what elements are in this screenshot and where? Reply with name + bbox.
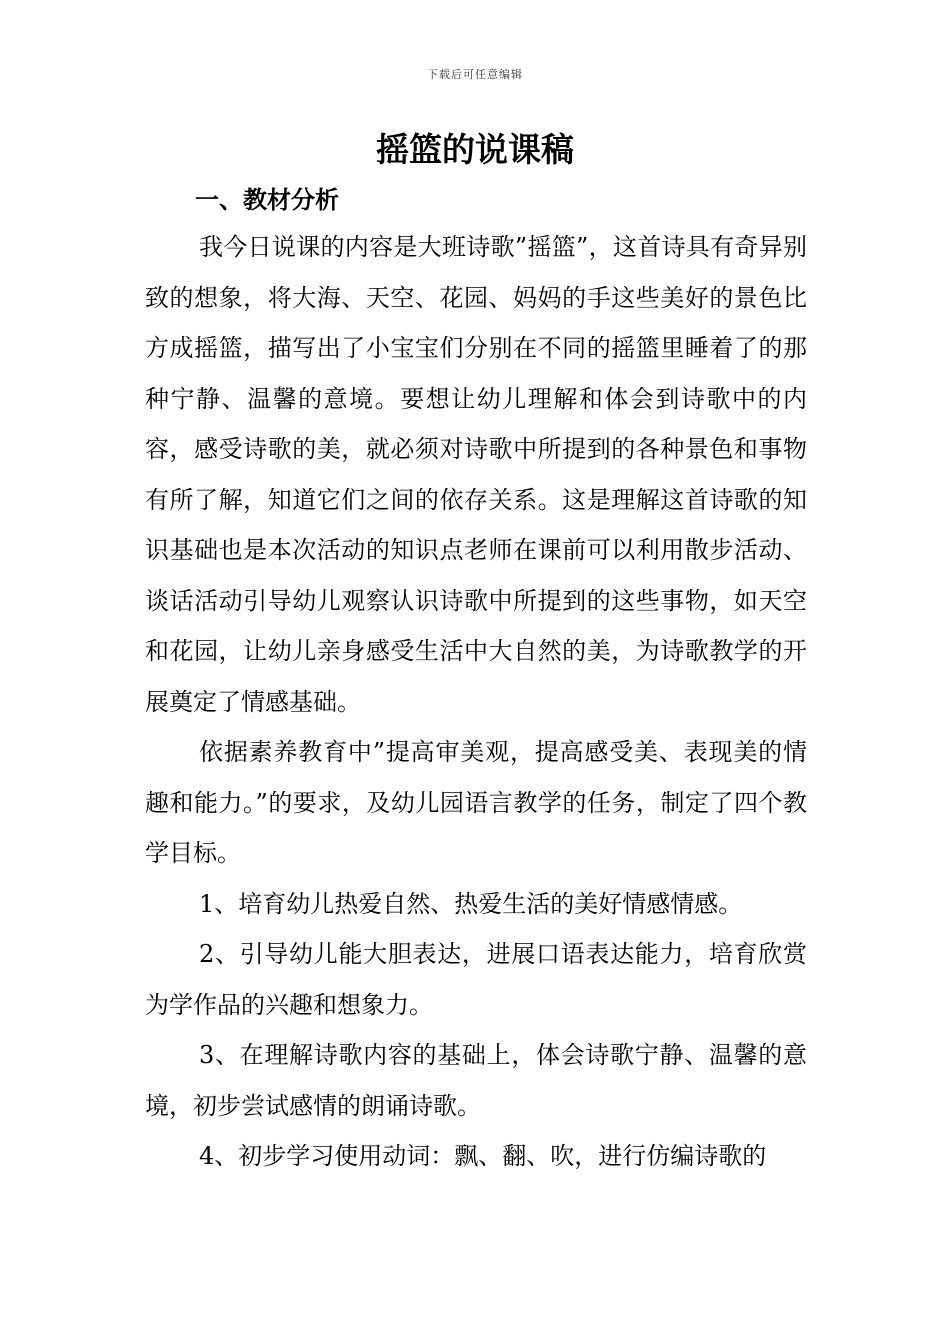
paragraph-goal-3: 3、在理解诗歌内容的基础上，体会诗歌宁静、温馨的意境，初步尝试感情的朗诵诗歌。 bbox=[145, 1041, 807, 1120]
page-header-note: 下载后可任意编辑 bbox=[427, 68, 523, 81]
paragraph-goal-1: 1、培育幼儿热爱自然、热爱生活的美好情感情感。 bbox=[199, 889, 743, 918]
paragraph-goal-2: 2、引导幼儿能大胆表达，进展口语表达能力，培育欣赏为学作品的兴趣和想象力。 bbox=[145, 940, 807, 1019]
document-title: 摇篮的说课稿 bbox=[376, 130, 574, 169]
paragraph-teaching-goals-intro: 依据素养教育中”提高审美观，提高感受美、表现美的情趣和能力。”的要求，及幼儿园语言教学的任务，制定了四个教学目标。 bbox=[145, 738, 807, 867]
section-heading: 一、教材分析 bbox=[195, 185, 339, 214]
document-body bbox=[145, 222, 807, 1182]
paragraph-goal-4: 4、初步学习使用动词：飘、翻、吹，进行仿编诗歌的 bbox=[199, 1142, 767, 1170]
paragraph-material-analysis: 我今日说课的内容是大班诗歌”摇篮”，这首诗具有奇异别致的想象，将大海、天空、花园、妈妈的手这些美好的景色比方成摇篮，描写出了小宝宝们分别在不同的摇篮里睡着了的那种宁静、温馨的意境。要想让幼儿理解和体会到诗歌中的内容，感受诗歌的美，就必须对诗歌中所提到的各种景色和事物有所了解，知道它们之间的依存关系。这是理解这首诗歌的知识基础也是本次活动的知识点老师在课前可以利用散步活动、谈话活动引导幼儿观察认识诗歌中所提到的这些事物，如天空和花园，让幼儿亲身感受生活中大自然的美，为诗歌教学的开展奠定了情感基础。 bbox=[145, 233, 807, 716]
